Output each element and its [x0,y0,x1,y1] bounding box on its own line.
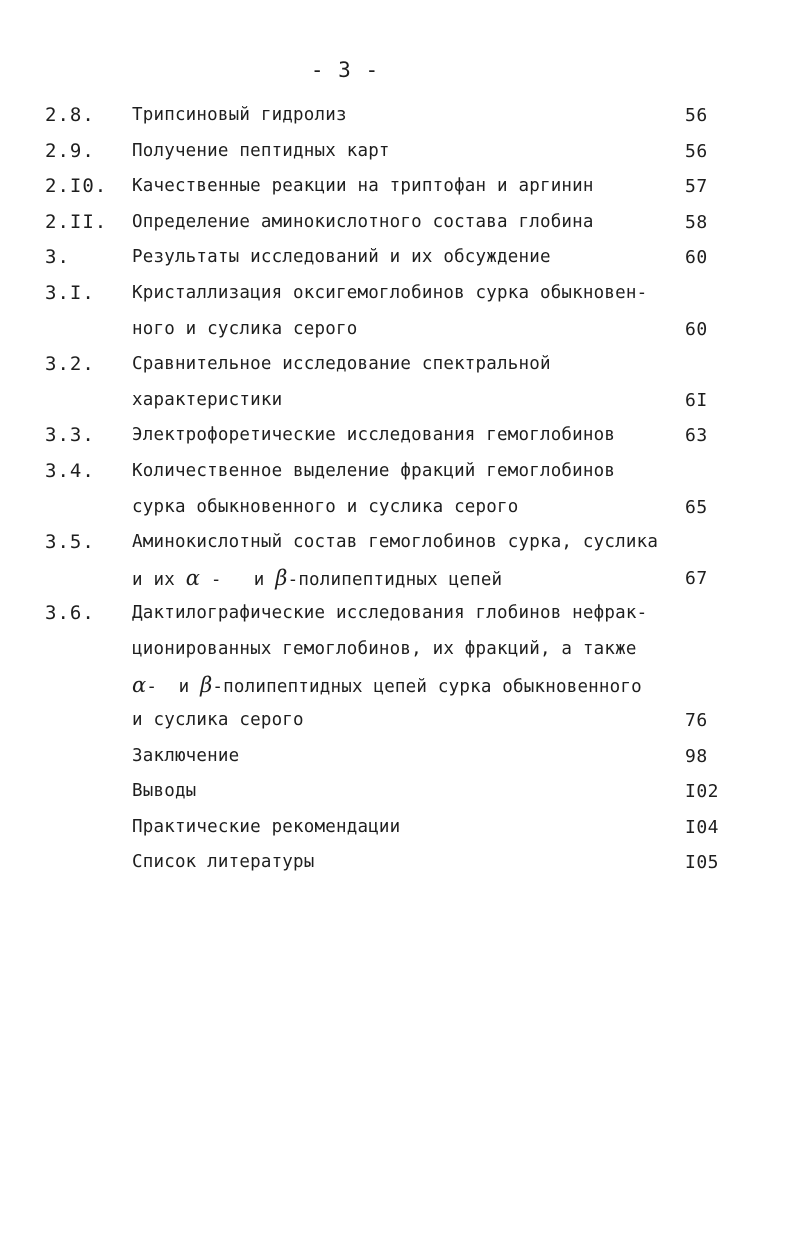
toc-entry-page: 56 [685,140,708,162]
toc-entry-title: Кристаллизация оксигемоглобинов сурка обыкновен- [132,282,648,303]
toc-entry-number: 3.3. [45,424,95,447]
toc-entry-number: 2.II. [45,210,108,233]
toc-entry [0,810,793,846]
toc-entry-title: Аминокислотный состав гемоглобинов сурка, суслика [132,532,659,553]
toc-entry-title: Сравнительное исследование спектральной [132,354,551,375]
toc-entry [0,240,793,276]
toc-entry-number: 3.6. [45,602,95,625]
toc-entry [0,454,793,490]
toc-entry [0,134,793,170]
toc-entry-page: 63 [685,425,708,447]
toc-entry [0,98,793,134]
toc-entry-title: Качественные реакции на триптофан и аргинин [132,176,594,197]
toc-entry-page: 58 [685,211,708,233]
toc-entry-number: 2.I0. [45,175,108,198]
toc-entry-page: I05 [685,852,720,874]
toc-entry-number: 3.I. [45,281,95,304]
toc-entry-page: 57 [685,176,708,198]
toc-entry [0,774,793,810]
toc-entry-page: I02 [685,781,720,803]
toc-entry-title: характеристики [132,389,283,410]
toc-entry-title: Дактилографические исследования глобинов нефрак- [132,603,648,624]
toc-text-fragment: - и [200,569,276,590]
toc-entry-page: 56 [685,105,708,126]
toc-entry-title: Количественное выделение фракций гемоглобинов [132,460,616,481]
toc-entry-continuation [0,668,793,704]
toc-entry-page: 65 [685,496,708,518]
toc-entry [0,169,793,205]
toc-entry-title: Трипсиновый гидролиз [132,105,347,125]
toc-entry-number: 3.5. [45,531,95,554]
toc-entry-title: и суслика серого [132,710,304,731]
toc-entry-title: ционированных гемоглобинов, их фракций, а также [132,638,637,659]
toc-entry-title: ного и суслика серого [132,318,358,339]
toc-entry-title [132,668,642,706]
toc-entry-continuation [0,490,793,526]
toc-entry-title: Определение аминокислотного состава глобина [132,211,594,232]
toc-entry-page: 60 [685,247,708,269]
toc-entry-number: 3.4. [45,459,95,482]
toc-entry-title: Список литературы [132,852,315,873]
toc-entry [0,205,793,241]
toc-entry-page: 76 [685,710,708,732]
toc-entry-page: 67 [685,567,708,589]
alpha-symbol: α [132,672,147,697]
toc-entry-title: Заключение [132,745,240,766]
toc-entry-page: I04 [685,816,720,838]
toc-entry-continuation [0,561,793,597]
beta-symbol: β [275,565,288,590]
toc-entry-continuation [0,703,793,739]
toc-text-fragment: - и [146,676,201,697]
toc-entry-title [132,561,502,599]
toc-entry-number: 3.2. [45,353,95,376]
toc-entry-number: 2.9. [45,139,95,162]
toc-entry-title: Электрофоретические исследования гемоглобинов [132,425,616,446]
toc-entry [0,739,793,775]
toc-entry-title: Практические рекомендации [132,816,401,837]
toc-entry-number: 2.8. [45,104,95,126]
toc-entry-title: Результаты исследований и их обсуждение [132,247,551,268]
toc-entry [0,418,793,454]
toc-entry-continuation [0,632,793,668]
toc-entry-title: Получение пептидных карт [132,140,390,161]
toc-entry-continuation [0,383,793,419]
toc-text-prefix: и их [132,569,186,590]
toc-entry-number: 3. [45,246,70,269]
toc-entry [0,845,793,881]
beta-symbol: β [200,672,213,697]
table-of-contents [0,98,793,881]
toc-entry-page: 60 [685,318,708,340]
toc-entry [0,347,793,383]
toc-entry [0,596,793,632]
toc-entry-continuation [0,312,793,348]
toc-text-fragment: -полипептидных цепей сурка обыкновенного [212,676,642,697]
toc-entry-page: 98 [685,745,708,767]
page-number: - 3 - [310,58,380,82]
toc-entry-title: Выводы [132,781,197,802]
toc-text-fragment: -полипептидных цепей [287,569,503,590]
toc-entry-page: 6I [685,389,708,411]
alpha-symbol: α [185,565,201,590]
toc-entry [0,276,793,312]
toc-entry [0,525,793,561]
toc-entry-title: сурка обыкновенного и суслика серого [132,496,519,517]
